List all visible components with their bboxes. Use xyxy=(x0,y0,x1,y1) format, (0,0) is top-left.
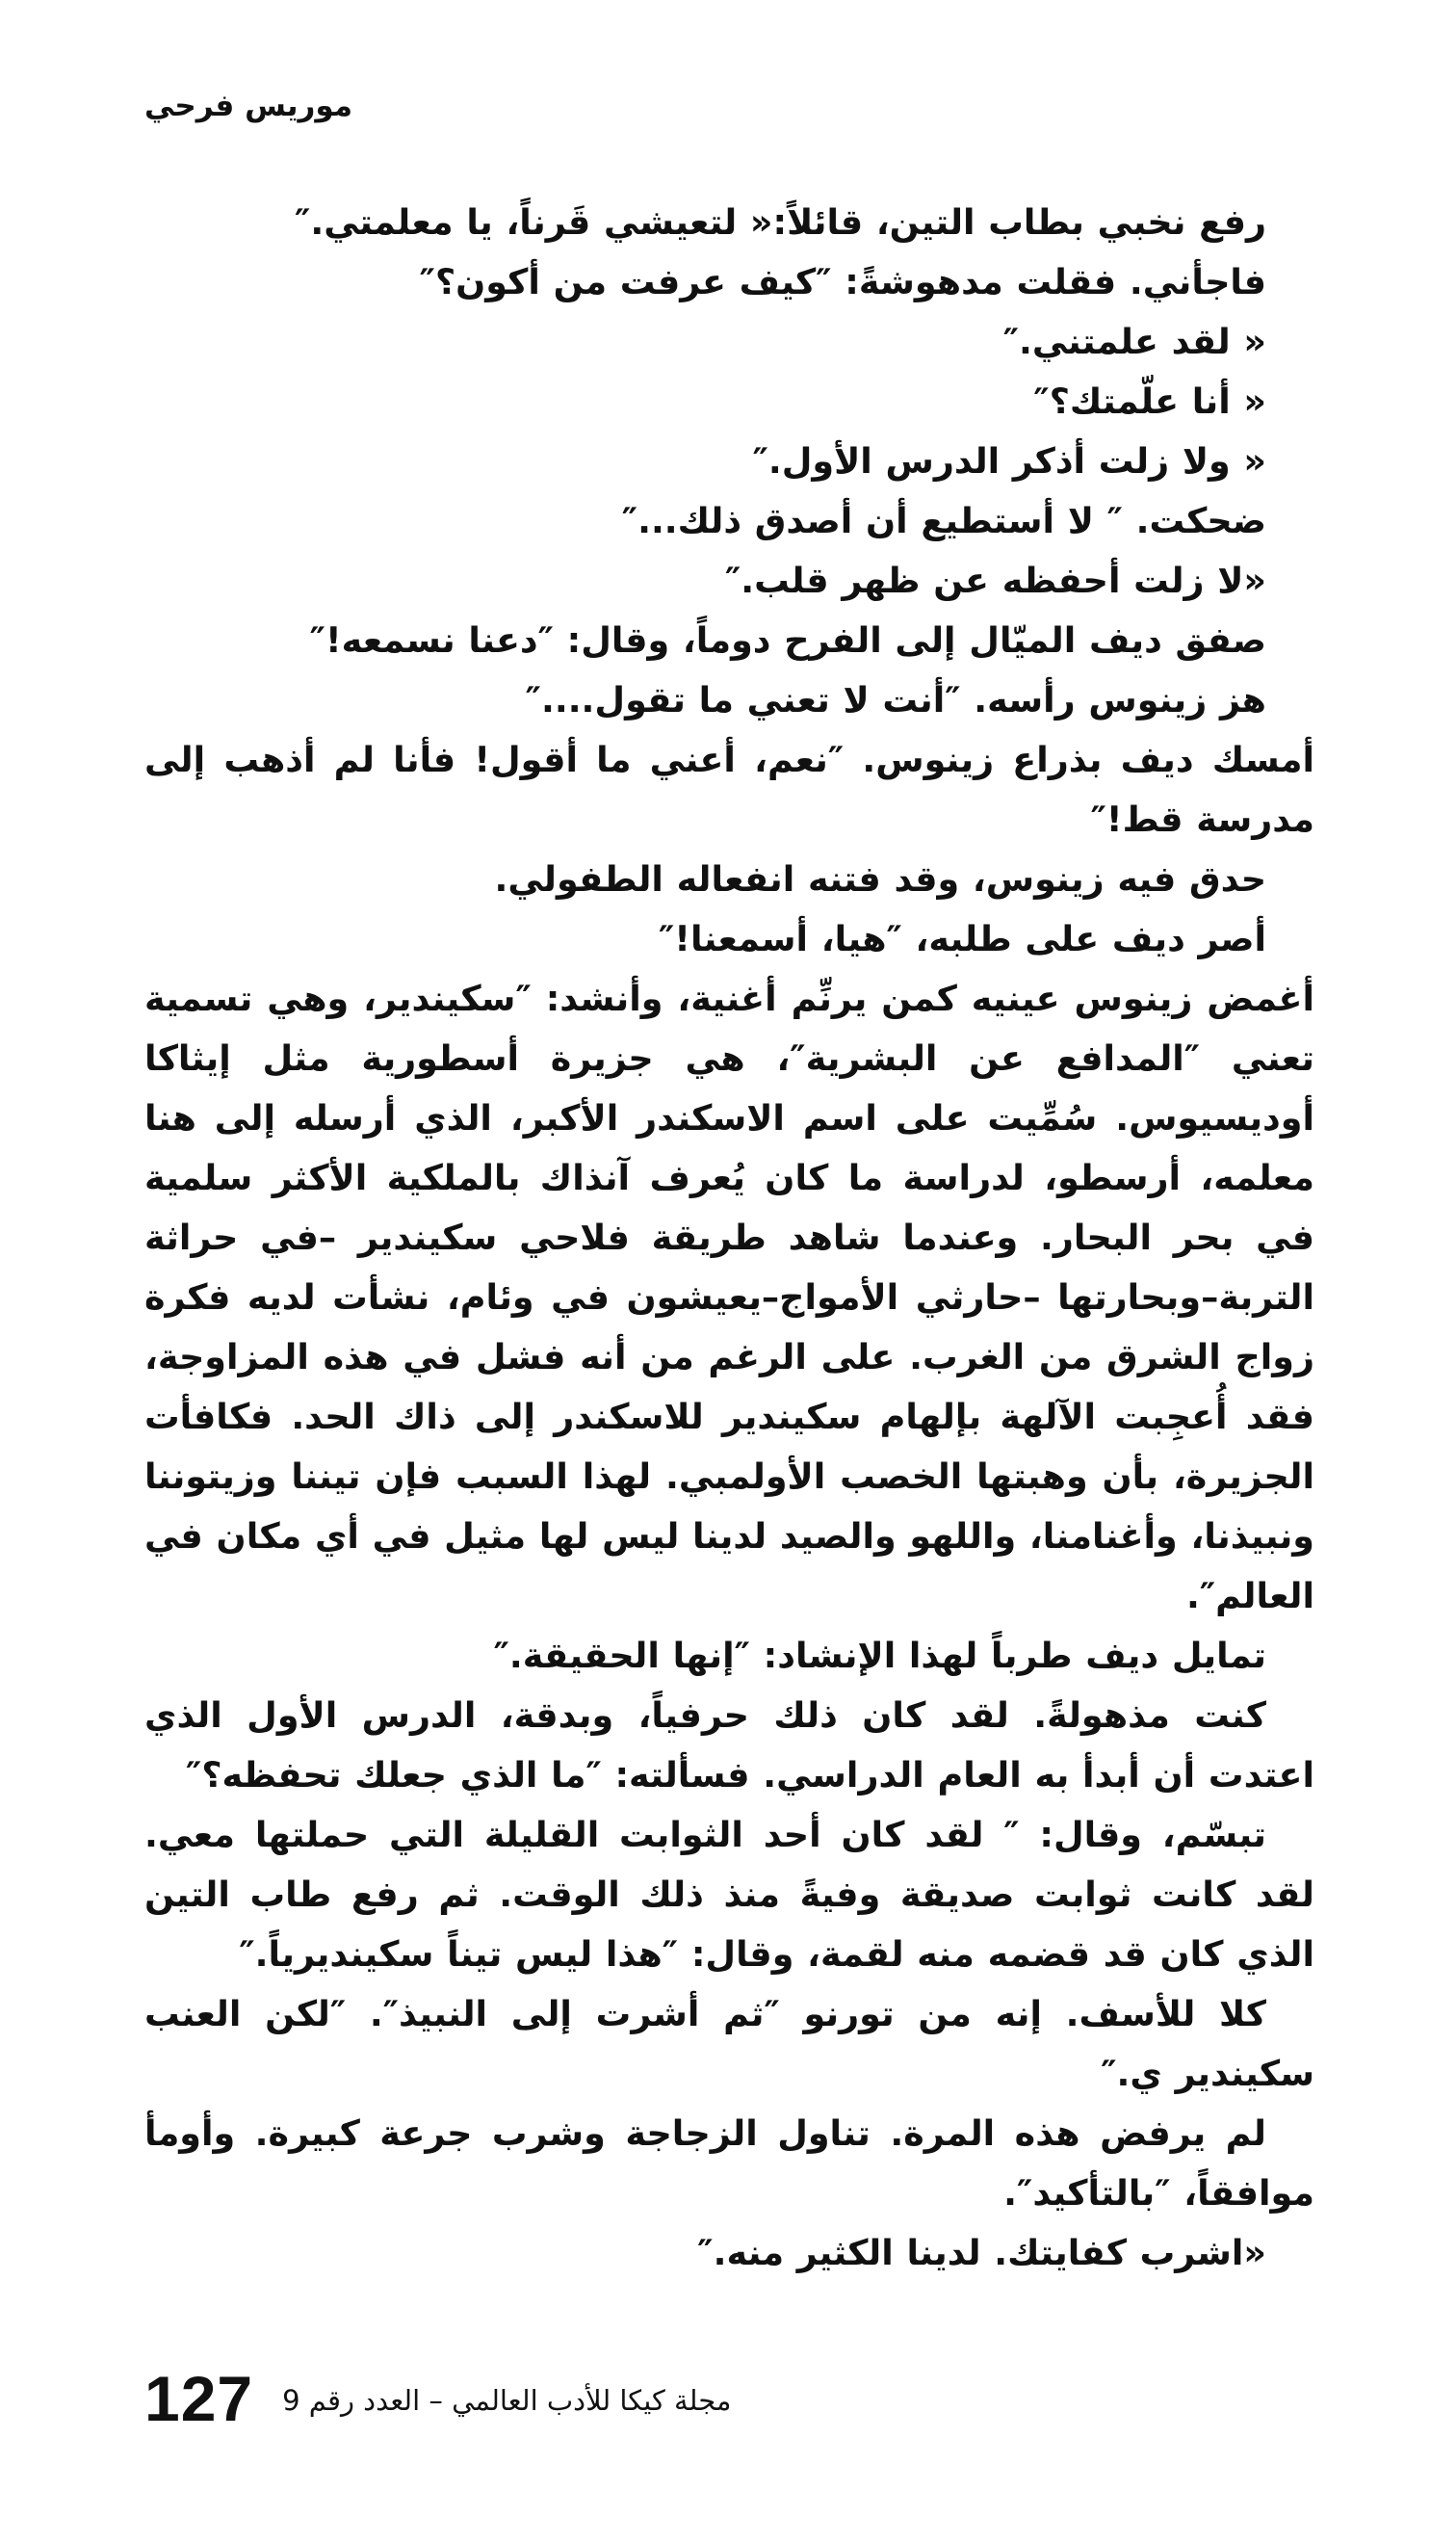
story-text xyxy=(144,193,1314,2283)
paragraph: « أنا علّمتك؟″ xyxy=(1033,380,1266,422)
running-head-author: موريس فرحي xyxy=(144,89,353,123)
paragraph: أغمض زينوس عينيه كمن يرنِّم أغنية، وأنشد: ″سكيندير، وهي تسمية تعني ″المدافع عن البشرية″، هي جزيرة أسطورية مثل إيثاكا أوديسيوس. سُمِّيت على اسم الاسكندر الأكبر، الذي أرسله إلى هنا معلمه، أرسطو، لدراسة ما كان يُعرف آنذاك بالملكية الأكثر سلمية في بحر البحار. وعندما شاهد طريقة فلاحي سكيندير –في حراثة التربة–وبحارتها –حارثي الأمواج–يعيشون في وئام، نشأت لديه فكرة زواج الشرق من الغرب. على الرغم من أنه فشل في هذه المزاوجة، فقد أُعجِبت الآلهة بإلهام سكيندير للاسكندر إلى ذاك الحد. فكافأت الجزيرة، بأن وهبتها الخصب الأولمبي. لهذا السبب فإن تيننا وزيتوننا ونبيذنا، وأغنامنا، واللهو والصيد لدينا ليس لها مثيل في أي مكان في العالم″. xyxy=(144,978,1314,1616)
paragraph: أمسك ديف بذراع زينوس. ″نعم، أعني ما أقول! فأنا لم أذهب إلى مدرسة قط!″ xyxy=(144,739,1314,840)
paragraph: « ولا زلت أذكر الدرس الأول.″ xyxy=(752,440,1266,482)
paragraph: تبسّم، وقال: ″ لقد كان أحد الثوابت القليلة التي حملتها معي. لقد كانت ثوابت صديقة وفيةً منذ ذلك الوقت. ثم رفع طاب التين الذي كان قد قضمه منه لقمة، وقال: ″هذا ليس تيناً سكينديرياً.″ xyxy=(144,1814,1314,1975)
paragraph: رفع نخبي بطاب التين، قائلاً:« لتعيشي قَرناً، يا معلمتي.″ xyxy=(295,201,1266,243)
paragraph: أصر ديف على طلبه، ″هيا، أسمعنا!″ xyxy=(659,918,1266,959)
page-number: 127 xyxy=(144,2363,254,2434)
paragraph: هز زينوس رأسه. ″أنت لا تعني ما تقول....″ xyxy=(525,679,1266,721)
paragraph: «اشرب كفايتك. لدينا الكثير منه.″ xyxy=(697,2232,1266,2273)
paragraph: تمايل ديف طرباً لهذا الإنشاد: ″إنها الحقيقة.″ xyxy=(493,1635,1266,1676)
paragraph: كلا للأسف. إنه من تورنو ″ثم أشرت إلى النبيذ″. ″لكن العنب سكيندير ي.″ xyxy=(144,1993,1314,2094)
page-footer xyxy=(144,2365,731,2432)
journal-caption: مجلة كيكا للأدب العالمي – العدد رقم 9 xyxy=(282,2384,732,2417)
paragraph: كنت مذهولةً. لقد كان ذلك حرفياً، وبدقة، الدرس الأول الذي اعتدت أن أبدأ به العام الدراسي. فسألته: ″ما الذي جعلك تحفظه؟″ xyxy=(144,1694,1314,1796)
paragraph: لم يرفض هذه المرة. تناول الزجاجة وشرب جرعة كبيرة. وأومأ موافقاً، ″بالتأكيد″. xyxy=(144,2112,1314,2214)
paragraph: صفق ديف الميّال إلى الفرح دوماً، وقال: ″دعنا نسمعه!″ xyxy=(309,619,1266,661)
paragraph: «لا زلت أحفظه عن ظهر قلب.″ xyxy=(725,560,1266,601)
paragraph: ضحكت. ″ لا أستطيع أن أصدق ذلك...″ xyxy=(621,500,1266,541)
paragraph: حدق فيه زينوس، وقد فتنه انفعاله الطفولي. xyxy=(494,858,1266,900)
paragraph: فاجأني. فقلت مدهوشةً: ″كيف عرفت من أكون؟″ xyxy=(419,261,1266,302)
paragraph: « لقد علمتني.″ xyxy=(1002,321,1266,362)
